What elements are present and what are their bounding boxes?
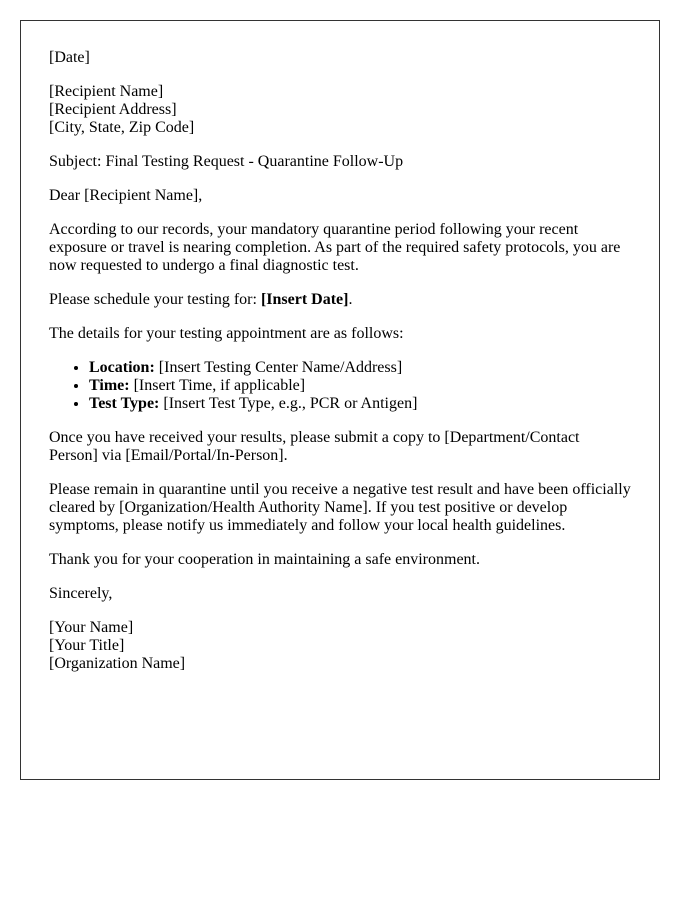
intro-paragraph: According to our records, your mandatory quarantine period following your recent exposure or travel is nearing completion. As part of the required safety protocols, you are now requested to undergo a final diagnostic test.	[49, 221, 621, 274]
thanks-paragraph: Thank you for your cooperation in maintaining a safe environment.	[49, 551, 480, 568]
letter-date: [Date]	[49, 49, 90, 66]
signature-name: [Your Name]	[49, 619, 134, 636]
letter-page	[20, 20, 660, 780]
results-paragraph: Once you have received your results, please submit a copy to [Department/Contact Person] via [Email/Portal/In-Person].	[49, 429, 580, 464]
recipient-address: [Recipient Address]	[49, 101, 177, 118]
recipient-city-state-zip: [City, State, Zip Code]	[49, 119, 195, 136]
schedule-suffix: .	[348, 291, 353, 308]
signature-organization: [Organization Name]	[49, 655, 186, 672]
recipient-block	[49, 83, 631, 137]
quarantine-paragraph: Please remain in quarantine until you receive a negative test result and have been officially cleared by [Organization/Health Authority Name]. If you test positive or develop symptoms, please notify us immediately and follow your local health guidelines.	[49, 481, 631, 534]
signature-title: [Your Title]	[49, 637, 125, 654]
detail-item-test-type	[89, 395, 631, 413]
detail-label: Test Type:	[89, 395, 160, 412]
detail-value: [Insert Time, if applicable]	[129, 377, 306, 394]
schedule-paragraph	[49, 291, 631, 309]
recipient-name: [Recipient Name]	[49, 83, 164, 100]
detail-label: Location:	[89, 359, 155, 376]
detail-item-location	[89, 359, 631, 377]
schedule-prefix: Please schedule your testing for:	[49, 291, 261, 308]
details-intro: The details for your testing appointment are as follows:	[49, 325, 404, 342]
detail-label: Time:	[89, 377, 130, 394]
detail-value: [Insert Test Type, e.g., PCR or Antigen]	[159, 395, 418, 412]
letter-subject: Subject: Final Testing Request - Quarantine Follow-Up	[49, 153, 404, 170]
salutation: Dear [Recipient Name],	[49, 187, 203, 204]
detail-value: [Insert Testing Center Name/Address]	[154, 359, 403, 376]
details-list	[49, 359, 631, 413]
detail-item-time	[89, 377, 631, 395]
schedule-date-placeholder: [Insert Date]	[260, 291, 349, 308]
closing: Sincerely,	[49, 585, 113, 602]
signature-block	[49, 619, 631, 673]
